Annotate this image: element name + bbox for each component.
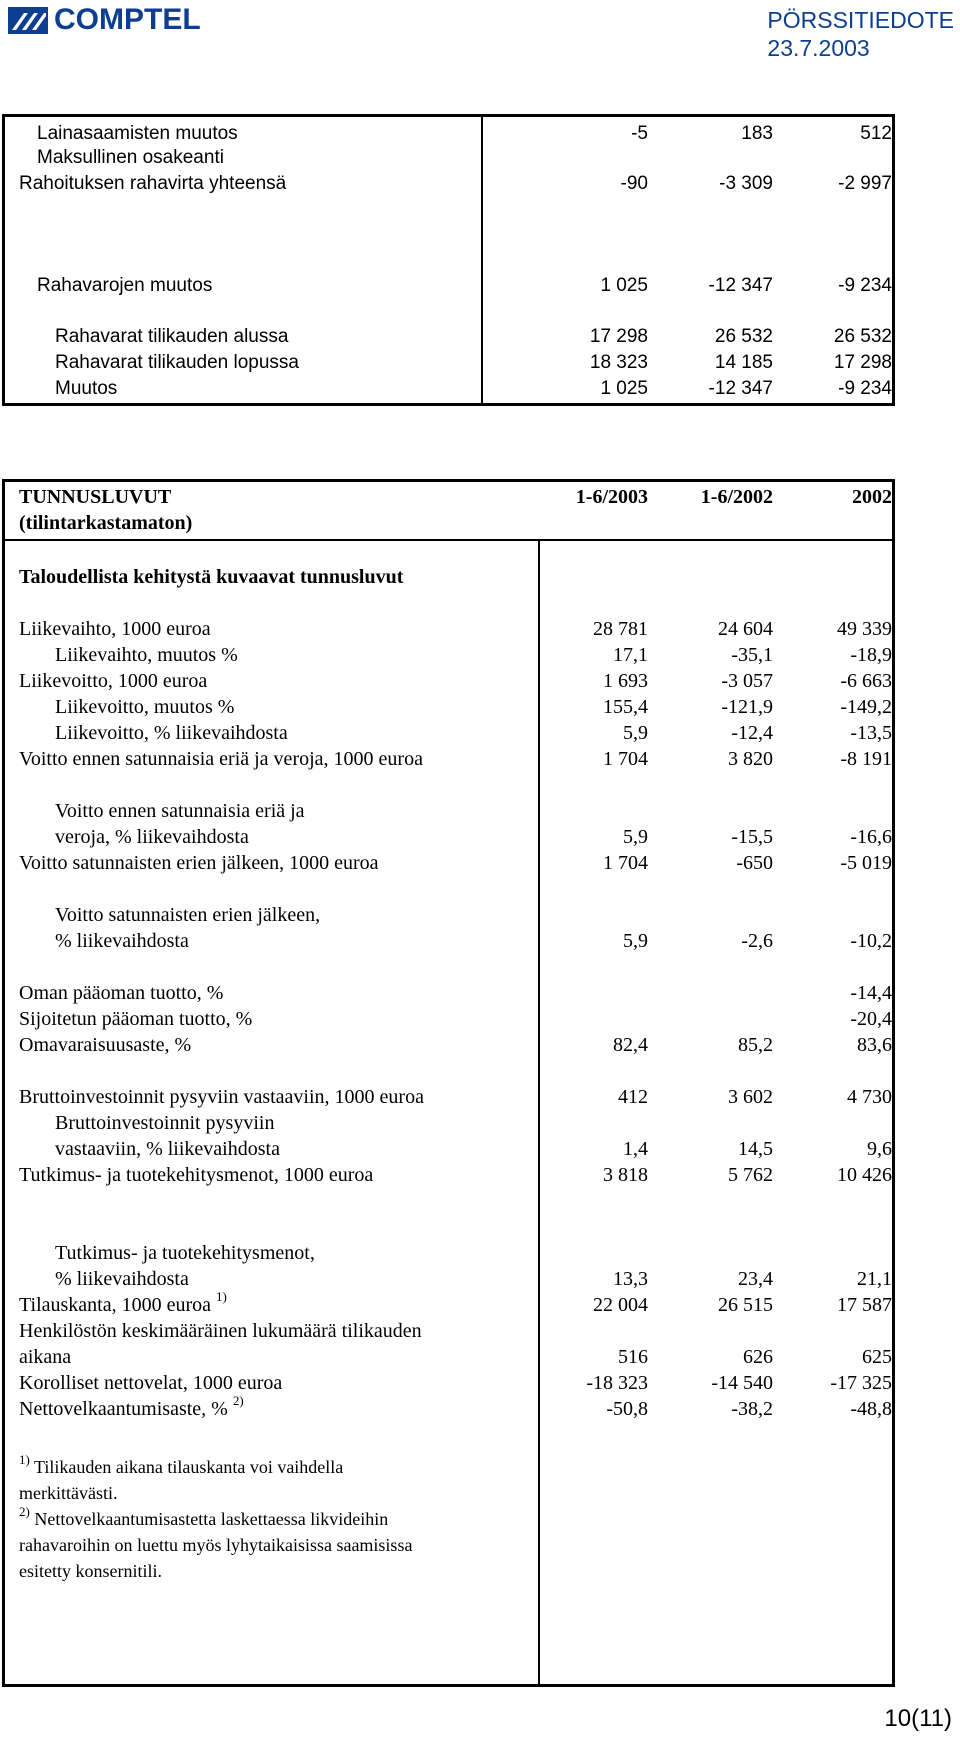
table-row: Nettovelkaantumisaste, % $^{2)}$ -50,8 -38,2 -48,8 [19,1393,892,1420]
table-row: Tutkimus- ja tuotekehitysmenot, [55,1242,315,1264]
table-row: % liikevaihdosta 13,3 23,4 21,1 [55,1268,892,1290]
kpi-header-row [5,508,892,538]
table-row: Lainasaamisten muutos -5 183 512 [37,123,892,144]
kpi-title: TUNNUSLUVUT [19,486,172,508]
footnote-1: $^{1)}$ Tilikauden aikana tilauskanta voi vaihdella merkittävästi. $^{2)}$ Nettovelkaantumisastetta laskettaessa likvideihin rahavaroihin on luettu myös lyhytaikaisissa saamisissa esitetty konsernitili. [19,1452,413,1581]
table-row: Rahavarojen muutos 1 025 -12 347 -9 234 [37,275,892,296]
header-divider [5,539,892,541]
table-row: Voitto ennen satunnaisia eriä ja [55,800,305,822]
column-header: 1-6/2002 [700,486,773,508]
table-row: Liikevaihto, muutos % 17,1 -35,1 -18,9 [55,644,892,666]
table-row: Voitto satunnaisten erien jälkeen, [55,904,321,926]
table-row: Liikevoitto, 1000 euroa 1 693 -3 057 -6 663 [19,670,892,692]
table-row: Voitto ennen satunnaisia eriä ja veroja, 1000 euroa 1 704 3 820 -8 191 [19,748,892,770]
table-row: Muutos 1 025 -12 347 -9 234 [55,378,892,399]
document-header [767,6,954,62]
table-row: Rahavarat tilikauden alussa 17 298 26 532 26 532 [55,326,892,347]
company-logo [8,5,201,35]
table-row: Liikevaihto, 1000 euroa 28 781 24 604 49 339 [19,618,892,640]
page-number: 10(11) [884,1705,952,1732]
table-row: Liikevoitto, % liikevaihdosta 5,9 -12,4 -13,5 [55,722,892,744]
logo-text: COMPTEL [54,3,201,36]
footnote-ref: 1) [216,1289,227,1305]
cashflow-table [2,114,895,406]
table-row: vastaaviin, % liikevaihdosta 1,4 14,5 9,6 [55,1138,892,1160]
table-row: Rahavarat tilikauden lopussa 18 323 14 185 17 298 [55,352,892,373]
table-row: % liikevaihdosta 5,9 -2,6 -10,2 [55,930,892,952]
table-row: veroja, % liikevaihdosta 5,9 -15,5 -16,6 [55,826,892,848]
table-row: Korolliset nettovelat, 1000 euroa -18 323 -14 540 -17 325 [19,1372,892,1394]
table-row: Liikevoitto, muutos % 155,4 -121,9 -149,2 [55,696,892,718]
table-row: Omavaraisuusaste, % 82,4 85,2 83,6 [19,1034,892,1056]
logo-mark-icon [8,7,48,34]
table-row: Henkilöstön keskimääräinen lukumäärä tilikauden [19,1320,422,1342]
table-row: Tilauskanta, 1000 euroa $^{1)}$ 22 004 26 515 17 587 [19,1289,892,1316]
section-heading: Taloudellista kehitystä kuvaavat tunnusluvut [19,566,404,588]
footnote-ref: 2) [232,1393,244,1409]
table-row: Bruttoinvestoinnit pysyviin [55,1112,275,1134]
table-row: Maksullinen osakeanti [37,147,224,168]
table-row: Voitto satunnaisten erien jälkeen, 1000 euroa 1 704 -650 -5 019 [19,852,892,874]
table-row: aikana 516 626 625 [19,1346,892,1368]
table-row: Bruttoinvestoinnit pysyviin vastaaviin, 1000 euroa 412 3 602 4 730 [19,1086,892,1108]
document-type: PÖRSSITIEDOTE [767,7,954,33]
table-row: Oman pääoman tuotto, % -14,4 [19,982,892,1004]
table-row: Rahoituksen rahavirta yhteensä -90 -3 309 -2 997 [19,173,892,194]
column-header: 1-6/2003 [575,486,648,508]
table-row: Sijoitetun pääoman tuotto, % -20,4 [19,1008,892,1030]
kpi-table [2,479,895,1687]
document-date: 23.7.2003 [767,35,870,61]
kpi-subtitle: (tilintarkastamaton) [19,512,193,534]
column-header: 2002 [852,486,892,508]
table-row: Tutkimus- ja tuotekehitysmenot, 1000 euroa 3 818 5 762 10 426 [19,1164,892,1186]
